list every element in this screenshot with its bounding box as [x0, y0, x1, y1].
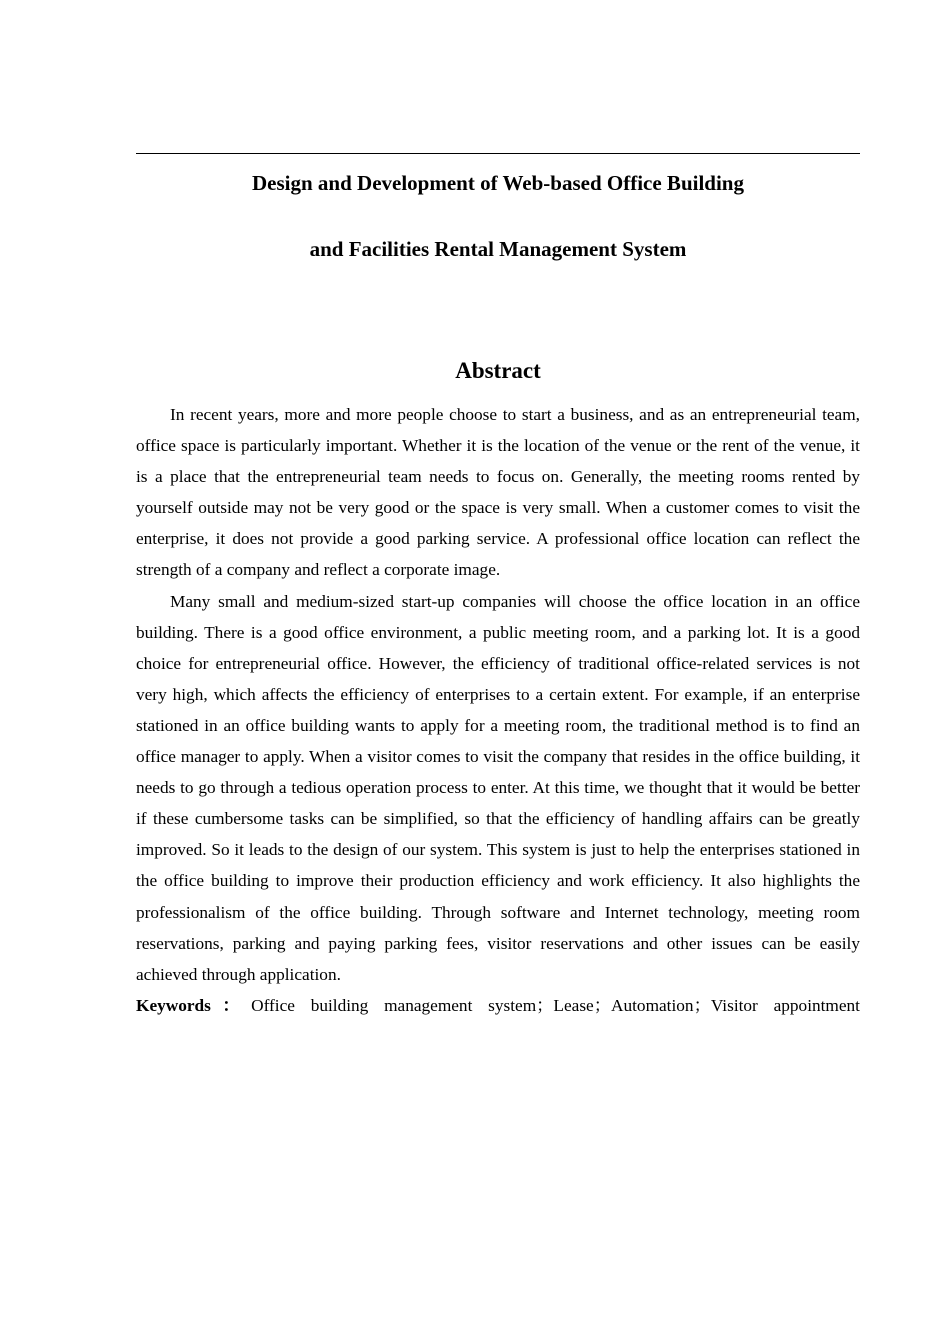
keywords-label: Keywords： — [136, 995, 252, 1015]
keywords-text: Office building management system；Lease；Automation；Visitor appointment — [251, 995, 860, 1015]
title-line-1: Design and Development of Web-based Office Building — [252, 171, 744, 195]
abstract-body — [136, 399, 860, 1021]
keywords-line — [136, 990, 860, 1021]
abstract-heading: Abstract — [455, 358, 541, 383]
title-line-2: and Facilities Rental Management System — [309, 237, 687, 261]
abstract-paragraph-2: Many small and medium-sized start-up companies will choose the office location in an office building. There is a good office environment, a public meeting room, and a parking lot. It is a good choice for entrepreneurial office. However, the efficiency of traditional office-related services is not very high, which affects the efficiency of enterprises to a certain extent. For example, if an enterprise stationed in an office building wants to apply for a meeting room, the traditional method is to find an office manager to apply. When a visitor comes to visit the company that resides in the office building, it needs to go through a tedious operation process to enter. At this time, we thought that it would be better if these cumbersome tasks can be simplified, so that the efficiency of handling affairs can be greatly improved. So it leads to the design of our system. This system is just to help the enterprises stationed in the office building to improve their production efficiency and work efficiency. It also highlights the professionalism of the office building. Through software and Internet technology, meeting room reservations, parking and paying parking fees, visitor reservations and other issues can be easily achieved through application. — [136, 591, 860, 984]
abstract-paragraph-1: In recent years, more and more people choose to start a business, and as an entrepreneurial team, office space is particularly important. Whether it is the location of the venue or the rent of the venue, it is a place that the entrepreneurial team needs to focus on. Generally, the meeting rooms rented by yourself outside may not be very good or the space is very small. When a customer comes to visit the enterprise, it does not provide a good parking service. A professional office location can reflect the strength of a company and reflect a corporate image. — [136, 405, 860, 580]
header-rule — [136, 153, 860, 154]
